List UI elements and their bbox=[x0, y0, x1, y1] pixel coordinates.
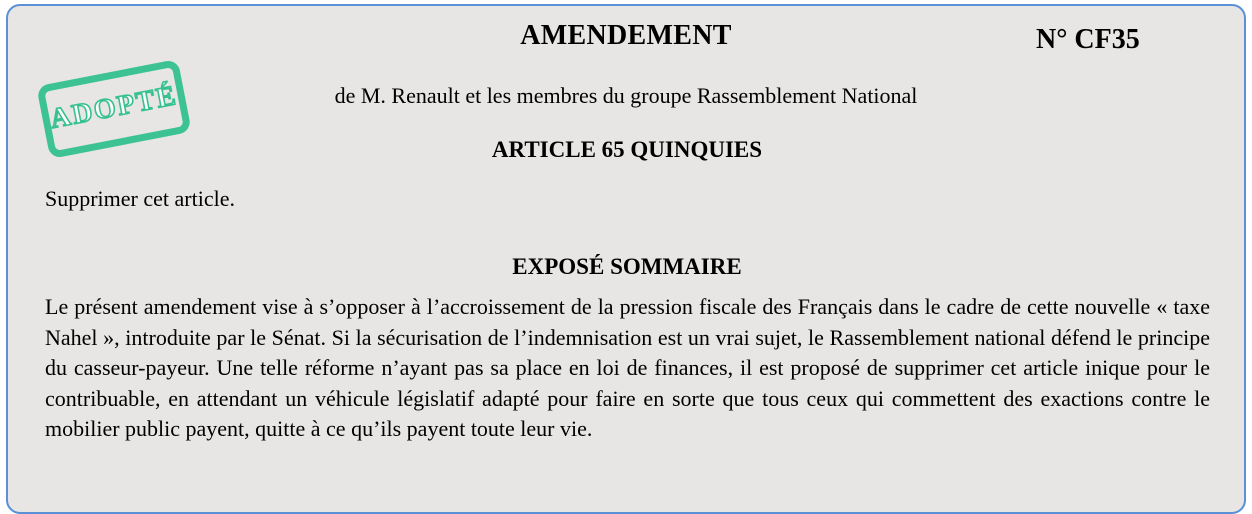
article-reference: ARTICLE 65 QUINQUIES bbox=[491, 137, 763, 162]
expose-text: Le présent amendement vise à s’opposer à l’accroissement de la pression fiscale des Français dans le cadre de cette nouvelle « taxe Nahel », introduite par le Sénat. Si la sécurisation de l’indemnisation est un vrai sujet, le Rassemblement national défend le principe du casseur-payeur. Une telle réforme n’ayant pas sa place en loi de finances, il est proposé de supprimer cet article inique pour le contribuable, en attendant un véhicule législatif adapté pour faire en sorte que tous ceux qui commettent des exactions contre le mobilier public payent, quitte à ce qu’ils payent toute leur vie. bbox=[45, 294, 1210, 441]
amendment-authors: de M. Renault et les membres du groupe Rassemblement National bbox=[334, 83, 918, 108]
amendment-dispositif: Supprimer cet article. bbox=[45, 186, 235, 211]
amendment-number: N° CF35 bbox=[1036, 24, 1140, 55]
expose-heading: EXPOSÉ SOMMAIRE bbox=[512, 254, 742, 279]
amendment-heading: AMENDEMENT bbox=[520, 20, 732, 51]
stamp-label: ADOPTÉ bbox=[47, 80, 180, 136]
